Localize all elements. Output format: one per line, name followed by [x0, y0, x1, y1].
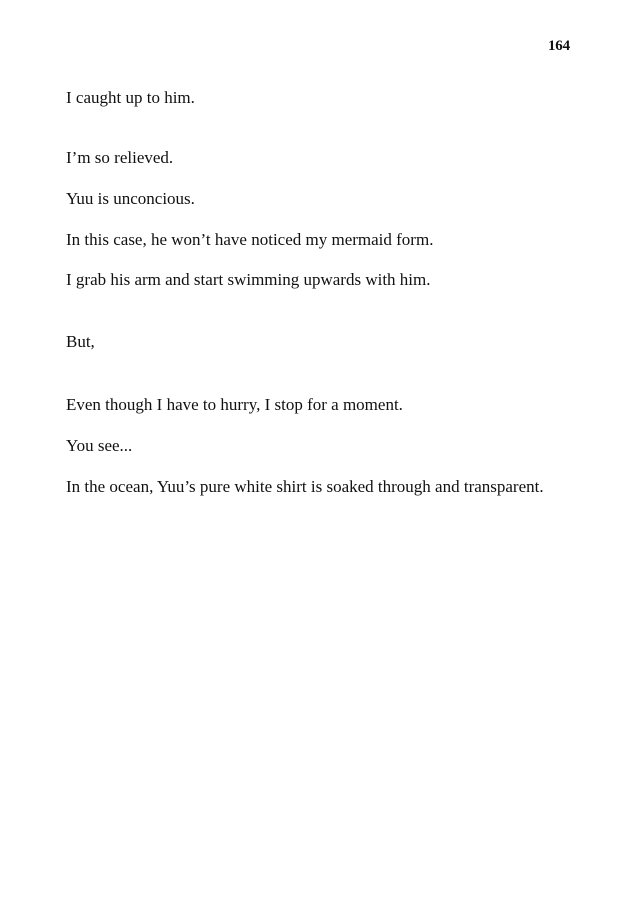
text-line: I’m so relieved.	[66, 148, 174, 167]
text-line: You see...	[66, 436, 133, 455]
text-line: Yuu is unconcious.	[66, 189, 195, 208]
text-line: I caught up to him.	[66, 88, 195, 107]
text-line: I grab his arm and start swimming upwards with him.	[66, 270, 431, 289]
text-line: In this case, he won’t have noticed my mermaid form.	[66, 230, 434, 249]
text-line: But,	[66, 332, 95, 351]
page-number: 164	[548, 38, 570, 54]
text-line: Even though I have to hurry, I stop for a moment.	[66, 395, 403, 414]
text-line: In the ocean, Yuu’s pure white shirt is soaked through and transparent.	[66, 477, 544, 496]
